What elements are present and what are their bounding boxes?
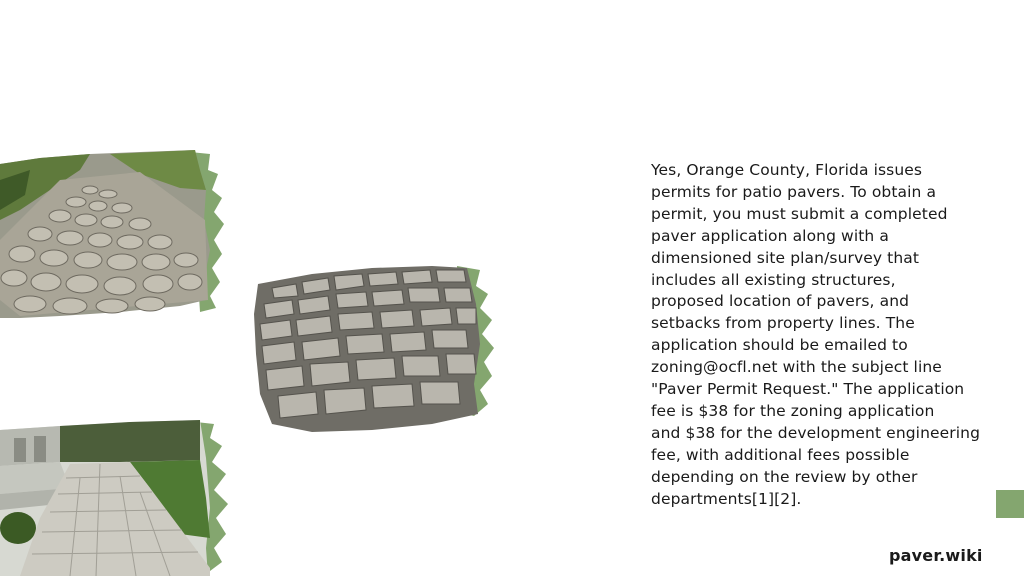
body-line: fee, with additional fees possible [651, 445, 910, 464]
body-line: setbacks from property lines. The [651, 314, 915, 333]
brand-label: paver.wiki [889, 546, 983, 565]
body-line: zoning@ocfl.net with the subject line [651, 358, 942, 377]
body-line: "Paver Permit Request." The application [651, 380, 965, 399]
body-line: and $38 for the development engineering [651, 423, 981, 442]
body-line: paver application along with a [651, 226, 889, 245]
body-line: permits for patio pavers. To obtain a [651, 182, 937, 201]
body-paragraph [651, 160, 981, 511]
body-line: depending on the review by other [651, 467, 918, 486]
body-line: fee is $38 for the zoning application [651, 401, 935, 420]
body-line: departments[1][2]. [651, 489, 802, 508]
body-line: proposed location of pavers, and [651, 292, 910, 311]
body-line: includes all existing structures, [651, 270, 896, 289]
body-line: dimensioned site plan/survey that [651, 248, 920, 267]
body-line: application should be emailed to [651, 336, 908, 355]
body-line: Yes, Orange County, Florida issues [651, 161, 923, 179]
cobblestone-path-image [0, 150, 225, 320]
body-line: permit, you must submit a completed [651, 204, 948, 223]
flagstone-walkway-image [0, 418, 232, 576]
stone-paver-patio-image [252, 264, 497, 434]
accent-block [996, 490, 1024, 518]
